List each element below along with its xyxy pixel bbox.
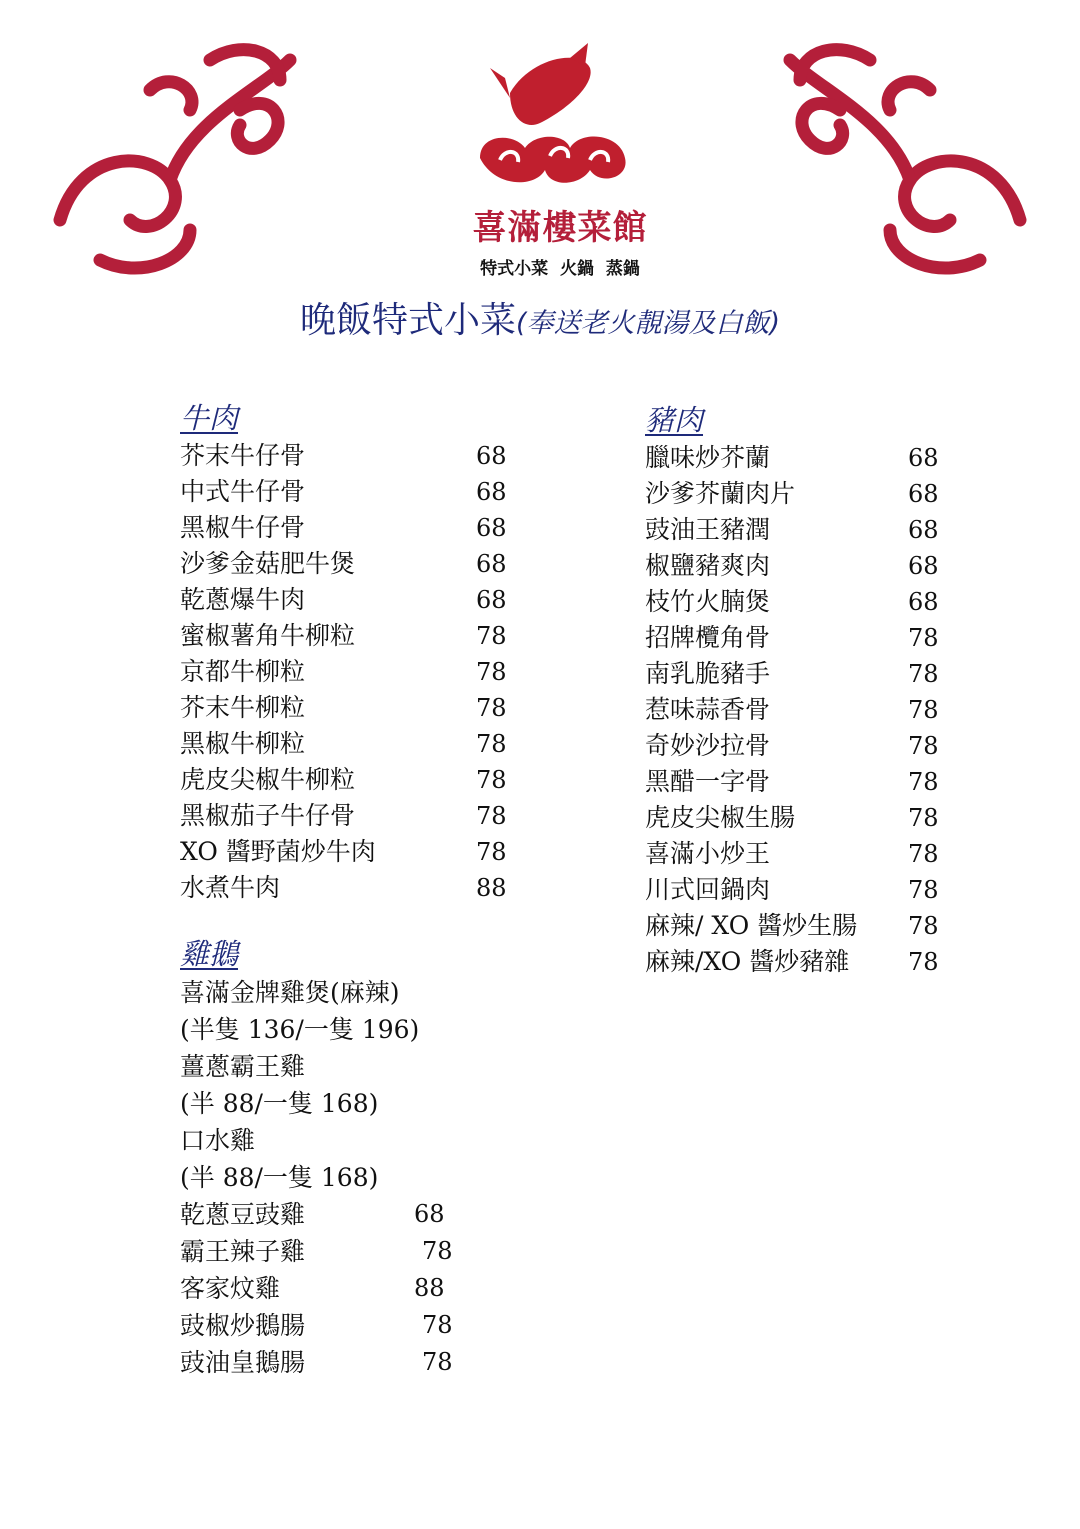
menu-item-price: 78 (422, 1311, 453, 1339)
menu-item-price: 68 (414, 1200, 445, 1228)
menu-item-name: 虎皮尖椒牛柳粒 (180, 765, 356, 794)
menu-item-name: 麻辣/ XO 醬炒生腸 (645, 911, 858, 940)
menu-item (180, 726, 520, 762)
menu-item (180, 474, 520, 510)
menu-item-price: 78 (908, 840, 939, 868)
menu-item-price: 78 (476, 838, 507, 866)
restaurant-tagline: 特式小菜 火鍋 蒸鍋 (480, 259, 640, 279)
menu-item-name: 黑椒牛柳粒 (180, 729, 306, 758)
menu-item-name: 豉椒炒鵝腸 (180, 1311, 306, 1340)
menu-item-name: 黑醋一字骨 (645, 767, 771, 796)
menu-item (645, 620, 945, 656)
menu-item-name: 沙爹金菇肥牛煲 (180, 549, 356, 578)
menu-item-price: 68 (908, 444, 939, 472)
menu-item-price: 68 (908, 480, 939, 508)
menu-item-name: 豉油王豬潤 (645, 515, 771, 544)
menu-item-price: 78 (476, 622, 507, 650)
menu-item-name: (半 88/一隻 168) (180, 1163, 379, 1192)
menu-item-name: (半隻 136/一隻 196) (180, 1015, 420, 1044)
menu-item (645, 800, 945, 836)
restaurant-name: 喜滿樓菜館 (472, 208, 648, 248)
scroll-ornament-right-icon (770, 30, 1040, 290)
menu-item-name: 霸王辣子雞 (180, 1237, 306, 1266)
menu-item (645, 548, 945, 584)
menu-item-price: 68 (476, 586, 507, 614)
menu-item-name: 乾蔥豆豉雞 (180, 1200, 306, 1229)
menu-item-name: 喜滿小炒王 (645, 839, 771, 868)
menu-item-name: 臘味炒芥蘭 (645, 443, 771, 472)
menu-item-name: (半 88/一隻 168) (180, 1089, 379, 1118)
menu-item (645, 512, 945, 548)
menu-item (645, 656, 945, 692)
menu-item (645, 728, 945, 764)
menu-item (645, 476, 945, 512)
menu-item-price: 78 (476, 694, 507, 722)
menu-title-main: 晚飯特式小菜 (300, 300, 517, 341)
menu-item-price: 78 (908, 696, 939, 724)
menu-item-name: 南乳脆豬手 (645, 659, 771, 688)
menu-item (645, 584, 945, 620)
menu-item-price: 68 (908, 552, 939, 580)
menu-item-price: 78 (476, 802, 507, 830)
section-beef (180, 398, 520, 906)
menu-item-name: 芥末牛柳粒 (180, 693, 306, 722)
menu-item-name: 椒鹽豬爽肉 (645, 551, 771, 580)
menu-item (180, 654, 520, 690)
menu-item (645, 944, 945, 980)
menu-item (180, 690, 520, 726)
menu-item (645, 872, 945, 908)
menu-item-price: 88 (414, 1274, 445, 1302)
menu-item (180, 438, 520, 474)
menu-item-price: 78 (476, 658, 507, 686)
menu-item-name: 口水雞 (180, 1126, 256, 1155)
menu-item-name: 蜜椒薯角牛柳粒 (180, 621, 356, 650)
menu-item (180, 1196, 520, 1233)
menu-item (180, 1344, 520, 1381)
menu-item-price: 78 (422, 1348, 453, 1376)
menu-item (645, 908, 945, 944)
menu-title (300, 292, 780, 343)
menu-item-price: 78 (908, 948, 939, 976)
menu-item (180, 798, 520, 834)
menu-item (180, 582, 520, 618)
menu-column-right (645, 400, 945, 980)
scroll-ornament-left-icon (40, 30, 310, 290)
menu-item-price: 68 (476, 442, 507, 470)
menu-item-price-note (180, 1085, 520, 1122)
menu-item (645, 836, 945, 872)
menu-item-name: 川式回鍋肉 (645, 875, 771, 904)
menu-item (180, 834, 520, 870)
section-pork (645, 400, 945, 980)
menu-item (645, 692, 945, 728)
menu-item-name: 沙爹芥蘭肉片 (645, 479, 796, 508)
menu-item-name: 芥末牛仔骨 (180, 441, 306, 470)
section-title-poultry: 雞鵝 (180, 937, 239, 971)
section-poultry (180, 934, 520, 1381)
menu-item-name: 薑蔥霸王雞 (180, 1052, 306, 1081)
menu-item-price: 68 (476, 550, 507, 578)
menu-item-name: 水煮牛肉 (180, 873, 281, 902)
menu-item-name: 客家炆雞 (180, 1274, 281, 1303)
menu-item-price-note (180, 1011, 520, 1048)
menu-item-price: 78 (476, 730, 507, 758)
menu-item-name: 虎皮尖椒生腸 (645, 803, 796, 832)
menu-item (180, 870, 520, 906)
menu-item (180, 510, 520, 546)
menu-item-name: XO 醬野菌炒牛肉 (180, 837, 376, 866)
menu-title-note: (奉送老火靚湯及白飯) (516, 308, 781, 339)
section-title-beef: 牛肉 (180, 401, 239, 435)
section-title-pork: 豬肉 (645, 403, 704, 437)
menu-item-name: 京都牛柳粒 (180, 657, 306, 686)
menu-item (180, 1048, 520, 1085)
menu-item (180, 1307, 520, 1344)
menu-item (180, 546, 520, 582)
menu-item-price: 78 (476, 766, 507, 794)
menu-item-name: 招牌欖角骨 (645, 623, 771, 652)
menu-item (180, 1122, 520, 1159)
menu-item-price: 78 (908, 732, 939, 760)
menu-item (180, 974, 520, 1011)
menu-item-price: 88 (476, 874, 507, 902)
menu-item (180, 1233, 520, 1270)
menu-item-name: 奇妙沙拉骨 (645, 731, 771, 760)
menu-item-price: 78 (908, 876, 939, 904)
menu-item-price: 78 (908, 660, 939, 688)
menu-item-price: 68 (908, 516, 939, 544)
menu-item (180, 1270, 520, 1307)
menu-item-name: 中式牛仔骨 (180, 477, 306, 506)
menu-item-price-note (180, 1159, 520, 1196)
menu-item (645, 440, 945, 476)
menu-column-left (180, 398, 520, 1381)
menu-item-price: 68 (476, 514, 507, 542)
menu-item-price: 78 (908, 912, 939, 940)
menu-item-price: 78 (908, 768, 939, 796)
menu-item-name: 乾蔥爆牛肉 (180, 585, 306, 614)
menu-item-name: 枝竹火腩煲 (645, 587, 771, 616)
fish-cloud-logo-icon (470, 38, 640, 193)
menu-item-name: 麻辣/XO 醬炒豬雜 (645, 947, 850, 976)
menu-item-price: 68 (476, 478, 507, 506)
menu-item-name: 豉油皇鵝腸 (180, 1348, 306, 1377)
menu-item-price: 68 (908, 588, 939, 616)
menu-item-price: 78 (422, 1237, 453, 1265)
menu-item-name: 喜滿金牌雞煲(麻辣) (180, 978, 400, 1007)
menu-item (645, 764, 945, 800)
menu-item-name: 惹味蒜香骨 (645, 695, 771, 724)
menu-item-price: 78 (908, 804, 939, 832)
menu-item-price: 78 (908, 624, 939, 652)
menu-item-name: 黑椒茄子牛仔骨 (180, 801, 356, 830)
menu-item-name: 黑椒牛仔骨 (180, 513, 306, 542)
menu-item (180, 762, 520, 798)
menu-item (180, 618, 520, 654)
